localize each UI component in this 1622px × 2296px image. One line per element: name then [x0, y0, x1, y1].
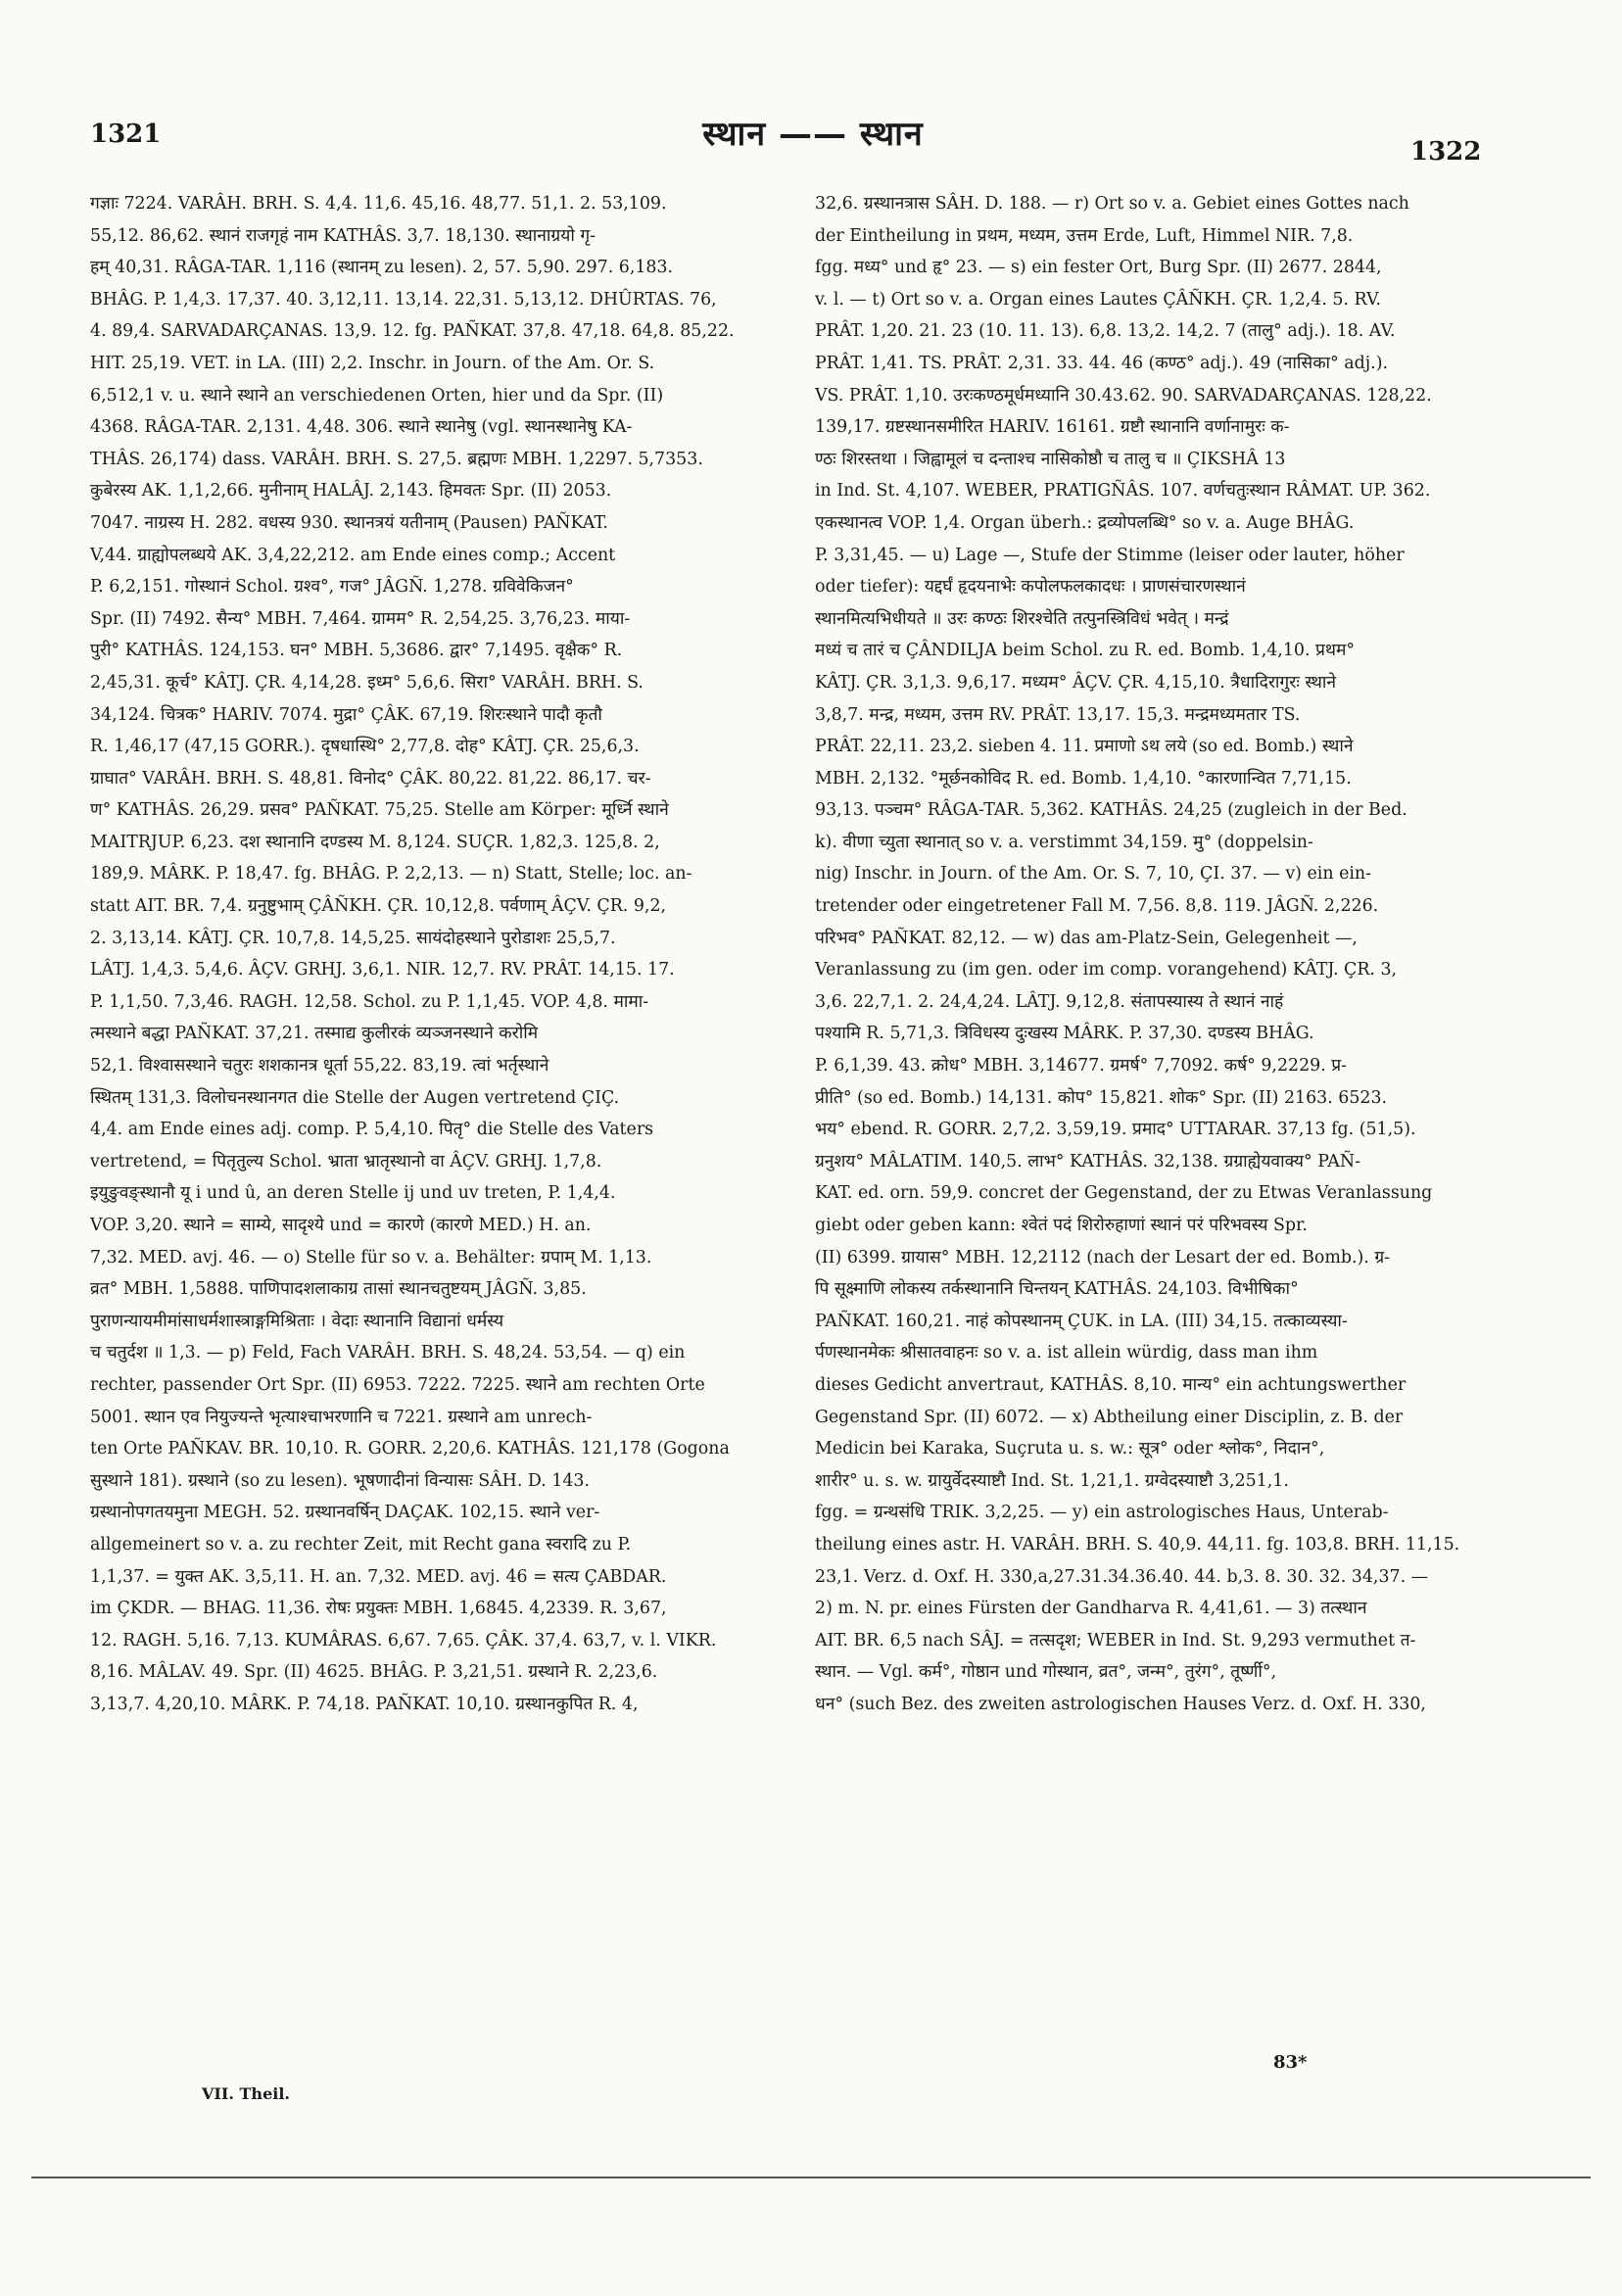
- text-line: k). वीणा च्युता स्थानात् so v. a. verstimmt 34,159. मु° (doppelsin-: [815, 832, 1313, 852]
- text-line: P. 6,2,151. गोस्थानं Schol. ग्रश्व°, गज° JÂGÑ. 1,278. ग्रविवेकिजन°: [90, 577, 574, 598]
- text-line: स्थानमित्यभिधीयते ॥ उरः कण्ठः शिरश्चेति तत्पुनस्त्रिविधं भवेत् । मन्द्रं: [815, 608, 1229, 629]
- text-line: 55,12. 86,62. स्थानं राजगृहं नाम KATHÂS. 3,7. 18,130. स्थानाग्रयो गृ-: [90, 225, 596, 246]
- text-line: पुराणन्यायमीमांसाधर्मशास्त्राङ्गमिश्रिताः । वेदाः स्थानानि विद्यानां धर्मस्य: [90, 1311, 504, 1331]
- text-line: 4368. RÂGA-TAR. 2,131. 4,48. 306. स्थाने स्थानेषु (vgl. स्थानस्थानेषु KA-: [90, 417, 633, 438]
- text-line: 93,13. पञ्चम° RÂGA-TAR. 5,362. KATHÂS. 24,25 (zugleich in der Bed.: [815, 800, 1407, 821]
- text-line: P. 6,1,39. 43. क्रोध° MBH. 3,14677. ग्रमर्ष° 7,7092. कर्ष° 9,2229. प्र-: [815, 1056, 1348, 1076]
- text-line: पश्यामि R. 5,71,3. त्रिविधस्य दुःखस्य MÂRK. P. 37,30. दण्डस्य BHÂG.: [815, 1024, 1314, 1044]
- text-line: KAT. ed. orn. 59,9. concret der Gegenstand, der zu Etwas Veranlassung: [815, 1183, 1433, 1204]
- text-line: PAÑKAT. 160,21. नाहं कोपस्थानम् ÇUK. in LA. (III) 34,15. तत्काव्यस्या-: [815, 1311, 1348, 1331]
- text-line: V,44. ग्राह्योपलब्धये AK. 3,4,22,212. am Ende eines comp.; Accent: [90, 545, 616, 565]
- text-line: tretender oder eingetretener Fall M. 7,56. 8,8. 119. JÂGÑ. 2,226.: [815, 896, 1379, 917]
- text-line: VS. PRÂT. 1,10. उरःकण्ठमूर्धमध्यानि 30.43.62. 90. SARVADARÇANAS. 128,22.: [815, 385, 1432, 406]
- text-line: 23,1. Verz. d. Oxf. H. 330,a,27.31.34.36.40. 44. b,3. 8. 30. 32. 34,37. —: [815, 1566, 1429, 1587]
- text-line: vertretend, = पितृतुल्य Schol. भ्राता भ्रातृस्थानो वा ÂÇV. GRHJ. 1,7,8.: [90, 1151, 602, 1172]
- text-line: Gegenstand Spr. (II) 6072. — x) Abtheilung einer Disciplin, z. B. der: [815, 1407, 1404, 1427]
- text-line: 189,9. MÂRK. P. 18,47. fg. BHÂG. P. 2,2,13. — n) Statt, Stelle; loc. an-: [90, 864, 692, 885]
- text-line: fgg. मध्य° und हृ° 23. — s) ein fester Ort, Burg Spr. (II) 2677. 2844,: [815, 258, 1382, 278]
- text-line: ण° KATHÂS. 26,29. प्रसव° PAÑKAT. 75,25. Stelle am Körper: मूर्ध्नि स्थाने: [90, 800, 669, 821]
- text-line: भय° ebend. R. GORR. 2,7,2. 3,59,19. प्रमाद° UTTARAR. 37,13 fg. (51,5).: [815, 1120, 1416, 1140]
- text-line: THÂS. 26,174) dass. VARÂH. BRH. S. 27,5. ब्रह्मणः MBH. 1,2297. 5,7353.: [90, 449, 703, 469]
- text-line: AIT. BR. 6,5 nach SÂJ. = तत्सदृश; WEBER in Ind. St. 9,293 vermuthet त-: [815, 1630, 1416, 1650]
- text-line: 4. 89,4. SARVADARÇANAS. 13,9. 12. fg. PAÑKAT. 37,8. 47,18. 64,8. 85,22.: [90, 321, 735, 342]
- text-line: 7,32. MED. avj. 46. — o) Stelle für so v. a. Behälter: ग्रपाम् M. 1,13.: [90, 1247, 652, 1268]
- text-line: त्मस्थाने बद्धा PAÑKAT. 37,21. तस्माद्य कुलीरकं व्यञ्जनस्थाने करोमि: [90, 1024, 539, 1044]
- text-line: R. 1,46,17 (47,15 GORR.). दृषधास्थि° 2,77,8. दोह° KÂTJ. ÇR. 25,6,3.: [90, 737, 640, 757]
- text-line: ten Orte PAÑKAV. BR. 10,10. R. GORR. 2,20,6. KATHÂS. 121,178 (Gogona: [90, 1439, 730, 1459]
- text-line: 52,1. विश्वासस्थाने चतुरः शशकानत्र धूर्ता 55,22. 83,19. त्वां भर्तृस्थाने: [90, 1056, 549, 1076]
- text-line: 8,16. MÂLAV. 49. Spr. (II) 4625. BHÂG. P. 3,21,51. ग्रस्थाने R. 2,23,6.: [90, 1662, 658, 1683]
- signature-mark: 83*: [1273, 2052, 1308, 2073]
- text-line: 4,4. am Ende eines adj. comp. P. 5,4,10. पितृ° die Stelle des Vaters: [90, 1120, 654, 1140]
- text-line: 5001. स्थान एव नियुज्यन्ते भृत्याश्चाभरणानि च 7221. ग्रस्थाने am unrech-: [90, 1407, 593, 1427]
- text-line: fgg. = ग्रन्थसंधि TRIK. 3,2,25. — y) ein astrologisches Haus, Unterab-: [815, 1503, 1389, 1523]
- text-line: 3,13,7. 4,20,10. MÂRK. P. 74,18. PAÑKAT. 10,10. ग्रस्थानकुपित R. 4,: [90, 1694, 639, 1714]
- text-line: ग्राघात° VARÂH. BRH. S. 48,81. विनोद° ÇÂK. 80,22. 81,22. 86,17. चर-: [90, 768, 651, 789]
- text-line: MAITRJUP. 6,23. दश स्थानानि दण्डस्य M. 8,124. SUÇR. 1,82,3. 125,8. 2,: [90, 832, 660, 852]
- text-line: LÂTJ. 1,4,3. 5,4,6. ÂÇV. GRHJ. 3,6,1. NIR. 12,7. RV. PRÂT. 14,15. 17.: [90, 960, 675, 981]
- text-line: हम् 40,31. RÂGA-TAR. 1,116 (स्थानम् zu lesen). 2, 57. 5,90. 297. 6,183.: [90, 258, 674, 278]
- text-line: व्रत° MBH. 1,5888. पाणिपादशलाकाग्र तासां स्थानचतुष्टयम् JÂGÑ. 3,85.: [90, 1279, 587, 1300]
- text-line: 2,45,31. कूर्च° KÂTJ. ÇR. 4,14,28. इध्म° 5,6,6. सिरा° VARÂH. BRH. S.: [90, 672, 644, 693]
- text-line: HIT. 25,19. VET. in LA. (III) 2,2. Inschr. in Journ. of the Am. Or. S.: [90, 353, 655, 373]
- text-line: PRÂT. 1,20. 21. 23 (10. 11. 13). 6,8. 13,2. 14,2. 7 (तालु° adj.). 18. AV.: [815, 321, 1396, 342]
- text-line: Veranlassung zu (im gen. oder im comp. vorangehend) KÂTJ. ÇR. 3,: [815, 960, 1398, 981]
- right-column: [815, 188, 1505, 2010]
- text-line: P. 3,31,45. — u) Lage —, Stufe der Stimme (leiser oder lauter, höher: [815, 545, 1405, 565]
- text-line: (II) 6399. ग्रायास° MBH. 12,2112 (nach der Lesart der ed. Bomb.). ग्र-: [815, 1247, 1391, 1268]
- text-line: ग्रस्थानोपगतयमुना MEGH. 52. ग्रस्थानवर्षिन् DAÇAK. 102,15. स्थाने ver-: [90, 1503, 600, 1523]
- text-line: BHÂG. P. 1,4,3. 17,37. 40. 3,12,11. 13,14. 22,31. 5,13,12. DHÛRTAS. 76,: [90, 289, 717, 310]
- text-line: P. 1,1,50. 7,3,46. RAGH. 12,58. Schol. zu P. 1,1,45. VOP. 4,8. मामा-: [90, 991, 649, 1012]
- text-line: 139,17. ग्रष्टस्थानसमीरित HARIV. 16161. ग्रष्टौ स्थानानि वर्णानामुरः क-: [815, 417, 1290, 438]
- text-line: 34,124. चित्रक° HARIV. 7074. मुद्रा° ÇÂK. 67,19. शिरःस्थाने पादौ कृतौ: [90, 704, 602, 725]
- page-number-right: 1322: [1410, 137, 1482, 167]
- text-line: 12. RAGH. 5,16. 7,13. KUMÂRAS. 6,67. 7,65. ÇÂK. 37,4. 63,7, v. l. VIKR.: [90, 1630, 717, 1650]
- text-line: oder tiefer): यद्दर्घं हृदयनाभेः कपोलफलकादधः । प्राणसंचारणस्थानं: [815, 577, 1246, 598]
- text-line: PRÂT. 22,11. 23,2. sieben 4. 11. प्रमाणो ऽथ लये (so ed. Bomb.) स्थाने: [815, 737, 1354, 757]
- text-line: Spr. (II) 7492. सैन्य° MBH. 7,464. ग्रामम° R. 2,54,25. 3,76,23. माया-: [90, 608, 631, 629]
- text-line: giebt oder geben kann: श्वेतं पदं शिरोरुहाणां स्थानं परं परिभवस्य Spr.: [815, 1216, 1308, 1235]
- text-line: एकस्थानत्व VOP. 1,4. Organ überh.: द्रव्योपलब्धि° so v. a. Auge BHÂG.: [815, 512, 1355, 533]
- text-line: शारीर° u. s. w. ग्रायुर्वेदस्याष्टौ Ind. St. 1,21,1. ग्रग्वेदस्याष्टौ 3,251,1.: [815, 1470, 1289, 1491]
- page-number-left: 1321: [90, 120, 162, 149]
- text-line: 32,6. ग्रस्थानत्रास SÂH. D. 188. — r) Ort so v. a. Gebiet eines Gottes nach: [815, 194, 1409, 214]
- volume-label: VII. Theil.: [202, 2084, 290, 2103]
- text-line: 3,6. 22,7,1. 2. 24,4,24. LÂTJ. 9,12,8. संतापस्यास्य ते स्थानं नाहं: [815, 991, 1284, 1012]
- text-line: प्रीति° (so ed. Bomb.) 14,131. कोप° 15,821. शोक° Spr. (II) 2163. 6523.: [815, 1087, 1388, 1108]
- text-line: nig) Inschr. in Journ. of the Am. Or. S. 7, 10, ÇI. 37. — v) ein ein-: [815, 864, 1372, 885]
- text-line: र्पणस्थानमेकः श्रीसातवाहनः so v. a. ist allein würdig, dass man ihm: [815, 1343, 1318, 1363]
- text-line: 1,1,37. = युक्त AK. 3,5,11. H. an. 7,32. MED. avj. 46 = सत्य ÇABDAR.: [90, 1566, 667, 1587]
- text-line: मध्यं च तारं च ÇÂNDILJA beim Schol. zu R. ed. Bomb. 1,4,10. प्रथम°: [815, 641, 1356, 661]
- text-line: PRÂT. 1,41. TS. PRÂT. 2,31. 33. 44. 46 (कण्ठ° adj.). 49 (नासिका° adj.).: [815, 353, 1389, 373]
- text-line: परिभव° PAÑKAT. 82,12. — w) das am-Platz-Sein, Gelegenheit —,: [815, 928, 1358, 948]
- text-line: धन° (such Bez. des zweiten astrologischen Hauses Verz. d. Oxf. H. 330,: [815, 1694, 1426, 1714]
- text-line: ण्ठः शिरस्तथा । जिह्वामूलं च दन्ताश्च नासिकोष्ठौ च तालु च ॥ ÇIKSHÂ 13: [815, 449, 1286, 469]
- left-column: [90, 188, 781, 2010]
- text-line: सुस्थाने 181). ग्रस्थाने (so zu lesen). भूषणादीनां विन्यासः SÂH. D. 143.: [90, 1470, 590, 1491]
- text-line: पुरी° KATHÂS. 124,153. घन° MBH. 5,3686. द्वार° 7,1495. वृक्षैक° R.: [90, 641, 623, 661]
- text-line: च चतुर्दश ॥ 1,3. — p) Feld, Fach VARÂH. BRH. S. 48,24. 53,54. — q) ein: [90, 1343, 686, 1363]
- text-line: KÂTJ. ÇR. 3,1,3. 9,6,17. मध्यम° ÂÇV. ÇR. 4,15,10. त्रैधादिरागुरः स्थाने: [815, 672, 1337, 693]
- text-line: rechter, passender Ort Spr. (II) 6953. 7222. 7225. स्थाने am rechten Orte: [90, 1374, 705, 1395]
- text-line: theilung eines astr. H. VARÂH. BRH. S. 40,9. 44,11. fg. 103,8. BRH. 11,15.: [815, 1534, 1460, 1555]
- bottom-rule: [31, 2176, 1591, 2178]
- text-line: 7047. नाग्रस्य H. 282. वधस्य 930. स्थानत्रयं यतीनाम् (Pausen) PAÑKAT.: [90, 512, 608, 533]
- text-line: पि सूक्ष्माणि लोकस्य तर्कस्थानानि चिन्तयन् KATHÂS. 24,103. विभीषिका°: [815, 1279, 1299, 1300]
- text-line: VOP. 3,20. स्थाने = साम्ये, सादृश्ये und = कारणे (कारणे MED.) H. an.: [90, 1216, 592, 1235]
- text-line: ग्रनुशय° MÂLATIM. 140,5. लाभ° KATHÂS. 32,138. ग्रग्राह्येयवाक्य° PAÑ-: [815, 1151, 1360, 1172]
- text-line: गज्ञाः 7224. VARÂH. BRH. S. 4,4. 11,6. 45,16. 48,77. 51,1. 2. 53,109.: [90, 194, 667, 214]
- text-line: स्थितम् 131,3. विलोचनस्थानगत die Stelle der Augen vertretend ÇIÇ.: [90, 1087, 620, 1108]
- text-line: Medicin bei Karaka, Suçruta u. s. w.: सूत्र° oder श्लोक°, निदान°,: [815, 1439, 1325, 1459]
- text-line: 3,8,7. मन्द्र, मध्यम, उत्तम RV. PRÂT. 13,17. 15,3. मन्द्रमध्यमतार TS.: [815, 704, 1301, 725]
- text-line: स्थान. — Vgl. कर्म°, गोष्ठान und गोस्थान, व्रत°, जन्म°, तुरंग°, तूर्ष्णी°,: [815, 1662, 1277, 1683]
- text-line: कुबेरस्य AK. 1,1,2,66. मुनीनाम् HALÂJ. 2,143. हिमवतः Spr. (II) 2053.: [90, 481, 612, 502]
- text-line: 2. 3,13,14. KÂTJ. ÇR. 10,7,8. 14,5,25. सायंदोहस्थाने पुरोडाशः 25,5,7.: [90, 928, 616, 948]
- text-line: der Eintheilung in प्रथम, मध्यम, उत्तम Erde, Luft, Himmel NIR. 7,8.: [815, 225, 1354, 246]
- page-header: [0, 0, 1622, 196]
- text-line: in Ind. St. 4,107. WEBER, PRATIGÑÂS. 107. वर्णचतुःस्थान RÂMAT. UP. 362.: [815, 481, 1431, 502]
- text-line: इयुङुवङ्स्थानौ यू i und û, an deren Stelle ij und uv treten, P. 1,4,4.: [90, 1183, 616, 1204]
- text-line: im ÇKDR. — BHAG. 11,36. रोषः प्रयुक्तः MBH. 1,6845. 4,2339. R. 3,67,: [90, 1599, 667, 1619]
- text-line: MBH. 2,132. °मूर्छनकोविद R. ed. Bomb. 1,4,10. °कारणान्वित 7,71,15.: [815, 768, 1352, 789]
- running-title: स्थान —— स्थान: [702, 115, 924, 154]
- text-line: v. l. — t) Ort so v. a. Organ eines Lautes ÇÂÑKH. ÇR. 1,2,4. 5. RV.: [815, 289, 1382, 310]
- text-line: 6,512,1 v. u. स्थाने स्थाने an verschiedenen Orten, hier und da Spr. (II): [90, 385, 664, 406]
- text-line: statt AIT. BR. 7,4. ग्रनुष्टुभाम् ÇÂÑKH. ÇR. 10,12,8. पर्वणाम् ÂÇV. ÇR. 9,2,: [90, 896, 667, 917]
- text-line: allgemeinert so v. a. zu rechter Zeit, mit Recht gana स्वरादि zu P.: [90, 1534, 632, 1555]
- text-line: dieses Gedicht anvertraut, KATHÂS. 8,10. मान्य° ein achtungswerther: [815, 1374, 1407, 1395]
- text-line: 2) m. N. pr. eines Fürsten der Gandharva R. 4,41,61. — 3) तत्स्थान: [815, 1599, 1367, 1619]
